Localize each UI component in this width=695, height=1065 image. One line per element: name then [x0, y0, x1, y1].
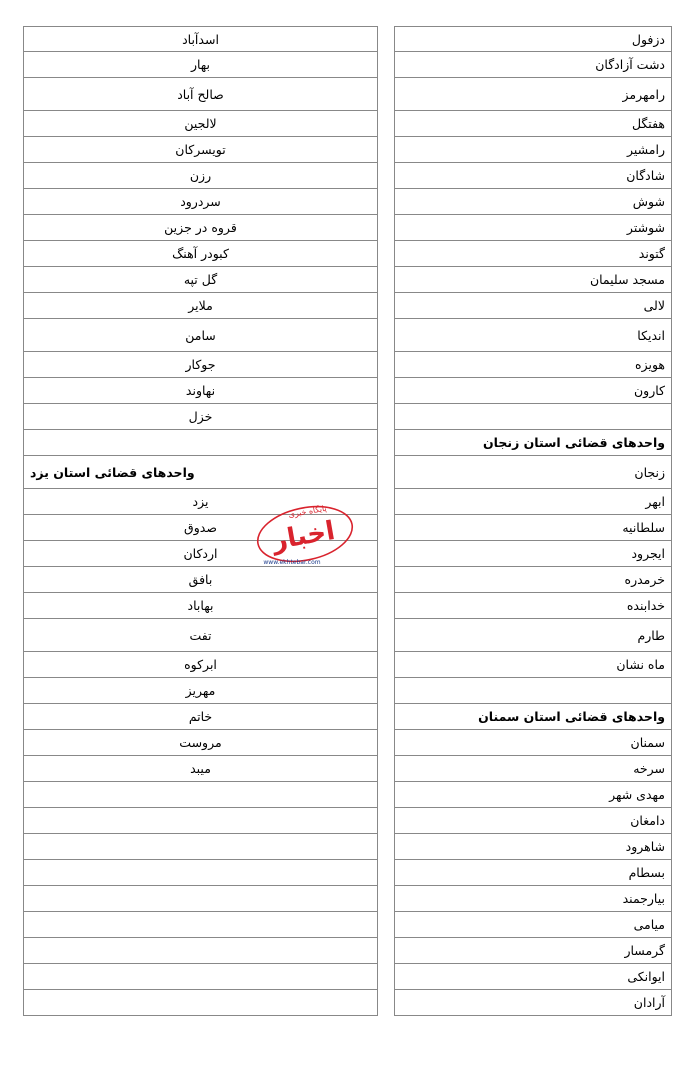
table-row [23, 567, 672, 593]
column-gap [378, 404, 394, 430]
column-gap [378, 593, 394, 619]
column-gap [378, 834, 394, 860]
left-cell: تفت [23, 619, 378, 652]
column-gap [378, 704, 394, 730]
right-cell [394, 678, 672, 704]
table-row [23, 912, 672, 938]
watermark-url-text: www.ekhtebar.com [263, 559, 321, 566]
column-gap [378, 489, 394, 515]
right-cell: خرمدره [394, 567, 672, 593]
left-cell: اردکان [23, 541, 378, 567]
left-cell [23, 834, 378, 860]
right-cell: هویزه [394, 352, 672, 378]
left-cell: خزل [23, 404, 378, 430]
left-cell [23, 860, 378, 886]
column-gap [378, 964, 394, 990]
left-cell: یزد [23, 489, 378, 515]
right-cell: بیارجمند [394, 886, 672, 912]
column-gap [378, 456, 394, 489]
left-cell [23, 430, 378, 456]
right-cell: دزفول [394, 26, 672, 52]
left-cell: کبودر آهنگ [23, 241, 378, 267]
table-row [23, 404, 672, 430]
left-cell: نهاوند [23, 378, 378, 404]
table-row [23, 541, 672, 567]
column-gap [378, 990, 394, 1016]
table-row [23, 886, 672, 912]
table-row [23, 593, 672, 619]
table-body [23, 26, 672, 1016]
column-gap [378, 189, 394, 215]
left-cell: مهریز [23, 678, 378, 704]
column-gap [378, 912, 394, 938]
left-cell: صدوق [23, 515, 378, 541]
column-gap [378, 652, 394, 678]
right-cell: رامهرمز [394, 78, 672, 111]
table-row [23, 78, 672, 111]
table-row [23, 456, 672, 489]
column-gap [378, 938, 394, 964]
table-row [23, 678, 672, 704]
right-cell: بسطام [394, 860, 672, 886]
table-row [23, 652, 672, 678]
left-cell: صالح آباد [23, 78, 378, 111]
left-cell: اسدآباد [23, 26, 378, 52]
left-cell: مروست [23, 730, 378, 756]
right-cell: شوشتر [394, 215, 672, 241]
left-cell: بهاباد [23, 593, 378, 619]
right-cell: سرخه [394, 756, 672, 782]
right-cell: ماه نشان [394, 652, 672, 678]
table-row [23, 319, 672, 352]
right-cell: ایجرود [394, 541, 672, 567]
right-cell: شوش [394, 189, 672, 215]
right-cell: رامشیر [394, 137, 672, 163]
column-gap [378, 137, 394, 163]
right-cell: گتوند [394, 241, 672, 267]
right-cell: مهدی شهر [394, 782, 672, 808]
left-cell: سردرود [23, 189, 378, 215]
right-cell: سمنان [394, 730, 672, 756]
right-cell: شادگان [394, 163, 672, 189]
right-cell: هفتگل [394, 111, 672, 137]
column-gap [378, 352, 394, 378]
column-gap [378, 241, 394, 267]
table-row [23, 293, 672, 319]
right-cell: ابهر [394, 489, 672, 515]
table-row [23, 163, 672, 189]
table-row [23, 215, 672, 241]
column-gap [378, 541, 394, 567]
column-gap [378, 886, 394, 912]
table-row [23, 111, 672, 137]
column-gap [378, 860, 394, 886]
table-row [23, 489, 672, 515]
table-row [23, 352, 672, 378]
table-row [23, 267, 672, 293]
left-cell: سامن [23, 319, 378, 352]
table-row [23, 241, 672, 267]
left-cell: ابرکوه [23, 652, 378, 678]
column-gap [378, 215, 394, 241]
left-cell: بافق [23, 567, 378, 593]
right-cell: واحدهای قضائی استان سمنان [394, 704, 672, 730]
table-row [23, 782, 672, 808]
column-gap [378, 678, 394, 704]
table-row [23, 189, 672, 215]
left-cell: رزن [23, 163, 378, 189]
right-cell: دامغان [394, 808, 672, 834]
left-cell [23, 938, 378, 964]
column-gap [378, 319, 394, 352]
table-row [23, 619, 672, 652]
column-gap [378, 567, 394, 593]
left-cell [23, 964, 378, 990]
document-page [23, 26, 672, 1016]
left-cell: جوکار [23, 352, 378, 378]
left-cell: تویسرکان [23, 137, 378, 163]
column-gap [378, 378, 394, 404]
table-row [23, 378, 672, 404]
left-cell: واحدهای قضائی استان یزد [23, 456, 378, 489]
column-gap [378, 619, 394, 652]
table-row [23, 860, 672, 886]
right-cell: آرادان [394, 990, 672, 1016]
left-cell [23, 782, 378, 808]
column-gap [378, 782, 394, 808]
column-gap [378, 756, 394, 782]
watermark-main-text: اخبار [269, 515, 338, 557]
column-gap [378, 111, 394, 137]
right-cell: سلطانیه [394, 515, 672, 541]
table-row [23, 756, 672, 782]
table-row [23, 834, 672, 860]
right-cell: ایوانکی [394, 964, 672, 990]
right-cell: مسجد سلیمان [394, 267, 672, 293]
right-cell: گرمسار [394, 938, 672, 964]
right-cell: طارم [394, 619, 672, 652]
column-gap [378, 730, 394, 756]
right-cell: دشت آزادگان [394, 52, 672, 78]
right-cell: لالی [394, 293, 672, 319]
column-gap [378, 293, 394, 319]
table-row [23, 704, 672, 730]
left-cell: لالجین [23, 111, 378, 137]
left-cell [23, 886, 378, 912]
table-row [23, 515, 672, 541]
right-cell: کارون [394, 378, 672, 404]
left-cell [23, 990, 378, 1016]
left-cell: میبد [23, 756, 378, 782]
left-cell: ملایر [23, 293, 378, 319]
table-row [23, 938, 672, 964]
right-cell: واحدهای قضائی استان زنجان [394, 430, 672, 456]
column-gap [378, 52, 394, 78]
table-row [23, 964, 672, 990]
left-cell [23, 912, 378, 938]
right-cell [394, 404, 672, 430]
left-cell: قروه در جزین [23, 215, 378, 241]
column-gap [378, 26, 394, 52]
watermark-top-text: پایگاه خبری [287, 503, 328, 520]
table-row [23, 730, 672, 756]
right-cell: زنجان [394, 456, 672, 489]
column-gap [378, 267, 394, 293]
left-cell: بهار [23, 52, 378, 78]
right-cell: شاهرود [394, 834, 672, 860]
left-cell [23, 808, 378, 834]
table-row [23, 26, 672, 52]
judicial-units-table [23, 26, 672, 1016]
left-cell: خاتم [23, 704, 378, 730]
column-gap [378, 78, 394, 111]
column-gap [378, 515, 394, 541]
table-row [23, 430, 672, 456]
table-row [23, 808, 672, 834]
table-row [23, 990, 672, 1016]
column-gap [378, 163, 394, 189]
right-cell: میامی [394, 912, 672, 938]
left-cell: گل تپه [23, 267, 378, 293]
column-gap [378, 430, 394, 456]
right-cell: اندیکا [394, 319, 672, 352]
right-cell: خدابنده [394, 593, 672, 619]
column-gap [378, 808, 394, 834]
table-row [23, 137, 672, 163]
table-row [23, 52, 672, 78]
